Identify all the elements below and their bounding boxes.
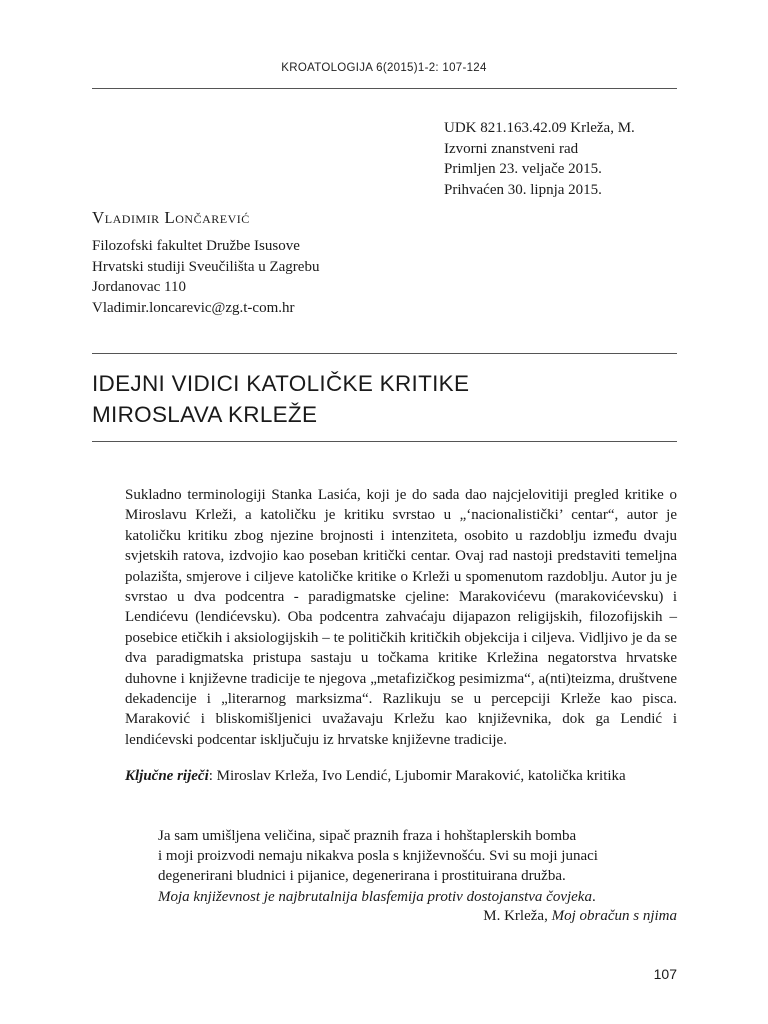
attribution-author: M. Krleža, [483, 908, 552, 924]
attribution-work: Moj obračun s njima [551, 908, 677, 924]
accepted-date: Prihvaćen 30. lipnja 2015. [444, 181, 602, 198]
header-divider [92, 88, 677, 89]
article-title [92, 368, 469, 430]
quote-line: i moji proizvodi nemaju nikakva posla s književnošću. Svi su moji junaci [158, 848, 598, 865]
author-email[interactable]: Vladimir.loncarevic@zg.t-com.hr [92, 299, 295, 316]
quote-attribution [483, 908, 677, 925]
udk-code: UDK 821.163.42.09 Krleža, M. [444, 120, 635, 136]
quote-line: Ja sam umišljena veličina, sipač praznih fraza i hohštaplerskih bomba [158, 828, 577, 844]
article-type: Izvorni znanstveni rad [444, 140, 579, 157]
quote-italic-line: Moja književnost je najbrutalnija blasfemija protiv dostojanstva čovjeka [158, 888, 592, 905]
keywords-list: : Miroslav Krleža, Ivo Lendić, Ljubomir Maraković, katolička kritika [208, 768, 626, 784]
author-affiliation [92, 236, 319, 318]
article-meta [444, 118, 635, 200]
title-line: IDEJNI VIDICI KATOLIČKE KRITIKE [92, 371, 470, 396]
title-line: MIROSLAVA KRLEŽE [92, 402, 318, 427]
author-name: Vladimir Lončarević [92, 208, 250, 227]
keywords-label: Ključne riječi [125, 768, 209, 784]
affiliation-line: Jordanovac 110 [92, 279, 186, 295]
affiliation-line: Filozofski fakultet Družbe Isusove [92, 238, 300, 254]
title-bottom-divider [92, 441, 677, 442]
received-date: Primljen 23. veljače 2015. [444, 161, 602, 177]
quote-period: . [591, 888, 596, 905]
title-top-divider [92, 353, 677, 354]
journal-header: KROATOLOGIJA 6(2015)1-2: 107-124 [281, 62, 487, 74]
affiliation-line: Hrvatski studiji Sveučilišta u Zagrebu [92, 258, 320, 275]
abstract-text: Sukladno terminologiji Stanka Lasića, koji je do sada dao najcjelovitiji pregled kritike o Miroslavu Krleži, a katoličku je kritiku svrstao u „‘nacionalistički’ centar“, autor je katoličku kritiku zbog njezine brojnosti i intenziteta, osobito u razdoblju između dvaju svjetskih ratova, izdvojio kao poseban kritički centar. Ovaj rad nastoji predstaviti temeljna polazišta, smjerove i ciljeve katoličke kritike o Krleži u spomenutom razdoblju. Autor ju je svrstao u dva podcentra - paradigmatske cjeline: Marakovićevu (marakovićevsku) i Lendićevu (lendićevsku). Oba podcentra zahvaćaju dijapazon religijskih, filozofijskih – posebice etičkih i aksiologijskih – te političkih kritičkih objekcija i ciljeva. Vidljivo je da se dva paradigmatska pristupa sastaju u točkama kritike Krležina negatorstva hrvatske duhovne i književne tradicije te njegova „metafizičkog pesimizma“, a(nti)teizma, društvene dekadencije i „literarnog marksizma“. Razlikuju se u percepciji Krleže kao pisca. Maraković i bliskomišljenici uvažavaju Krležu kao književnika, dok ga Lendić i lendićevski podcentar isključuju iz hrvatske književne tradicije. [125, 487, 677, 748]
page-number: 107 [653, 966, 677, 982]
keywords [125, 766, 685, 786]
epigraph-quote [158, 826, 677, 907]
quote-line: degenerirani bludnici i pijanice, degenerirana i prostituirana družba. [158, 868, 566, 885]
